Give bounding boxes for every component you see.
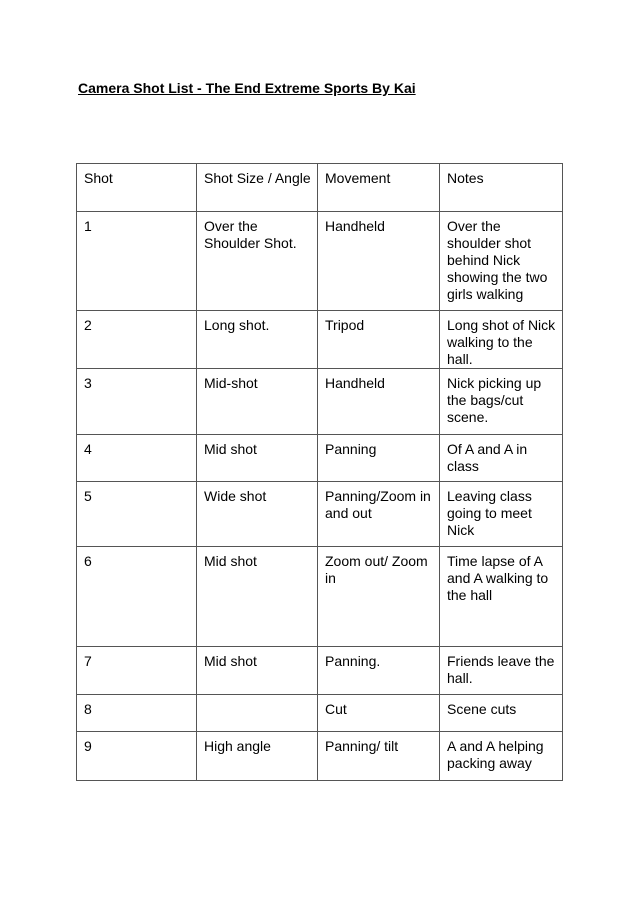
cell-shot: 1: [77, 212, 197, 311]
cell-shot: 8: [77, 695, 197, 732]
cell-shot: 3: [77, 369, 197, 435]
header-notes: Notes: [440, 164, 563, 212]
cell-notes: Over the shoulder shot behind Nick showing the two girls walking: [440, 212, 563, 311]
cell-movement: Zoom out/ Zoom in: [318, 547, 440, 647]
table-row: [77, 695, 563, 732]
cell-shot: 4: [77, 435, 197, 482]
cell-shot: 6: [77, 547, 197, 647]
cell-shot: 7: [77, 647, 197, 695]
page-title: Camera Shot List - The End Extreme Sports By Kai: [78, 80, 416, 96]
cell-movement: Panning: [318, 435, 440, 482]
cell-shot: 5: [77, 482, 197, 547]
cell-notes: Time lapse of A and A walking to the hall: [440, 547, 563, 647]
table-row: [77, 435, 563, 482]
table-row: [77, 311, 563, 369]
cell-shot-size: Mid-shot: [197, 369, 318, 435]
cell-shot-size: Wide shot: [197, 482, 318, 547]
header-shot: Shot: [77, 164, 197, 212]
shot-list-table: [76, 163, 563, 781]
table-row: [77, 212, 563, 311]
table-row: [77, 369, 563, 435]
cell-notes: Scene cuts: [440, 695, 563, 732]
cell-shot-size: Long shot.: [197, 311, 318, 369]
cell-movement: Panning/ tilt: [318, 732, 440, 781]
cell-shot-size: [197, 695, 318, 732]
cell-notes: Leaving class going to meet Nick: [440, 482, 563, 547]
cell-shot: 2: [77, 311, 197, 369]
table-row: [77, 732, 563, 781]
cell-movement: Handheld: [318, 369, 440, 435]
cell-notes: A and A helping packing away: [440, 732, 563, 781]
cell-shot-size: Mid shot: [197, 435, 318, 482]
cell-shot-size: Mid shot: [197, 647, 318, 695]
cell-movement: Tripod: [318, 311, 440, 369]
cell-shot-size: Mid shot: [197, 547, 318, 647]
cell-shot-size: Over the Shoulder Shot.: [197, 212, 318, 311]
table-row: [77, 547, 563, 647]
cell-notes: Of A and A in class: [440, 435, 563, 482]
cell-shot-size: High angle: [197, 732, 318, 781]
cell-movement: Handheld: [318, 212, 440, 311]
cell-movement: Panning.: [318, 647, 440, 695]
header-movement: Movement: [318, 164, 440, 212]
cell-notes: Friends leave the hall.: [440, 647, 563, 695]
cell-shot: 9: [77, 732, 197, 781]
table-row: [77, 647, 563, 695]
cell-movement: Cut: [318, 695, 440, 732]
cell-notes: Long shot of Nick walking to the hall.: [440, 311, 563, 369]
cell-movement: Panning/Zoom in and out: [318, 482, 440, 547]
cell-notes: Nick picking up the bags/cut scene.: [440, 369, 563, 435]
table-header-row: [77, 164, 563, 212]
header-shot-size-angle: Shot Size / Angle: [197, 164, 318, 212]
table-row: [77, 482, 563, 547]
